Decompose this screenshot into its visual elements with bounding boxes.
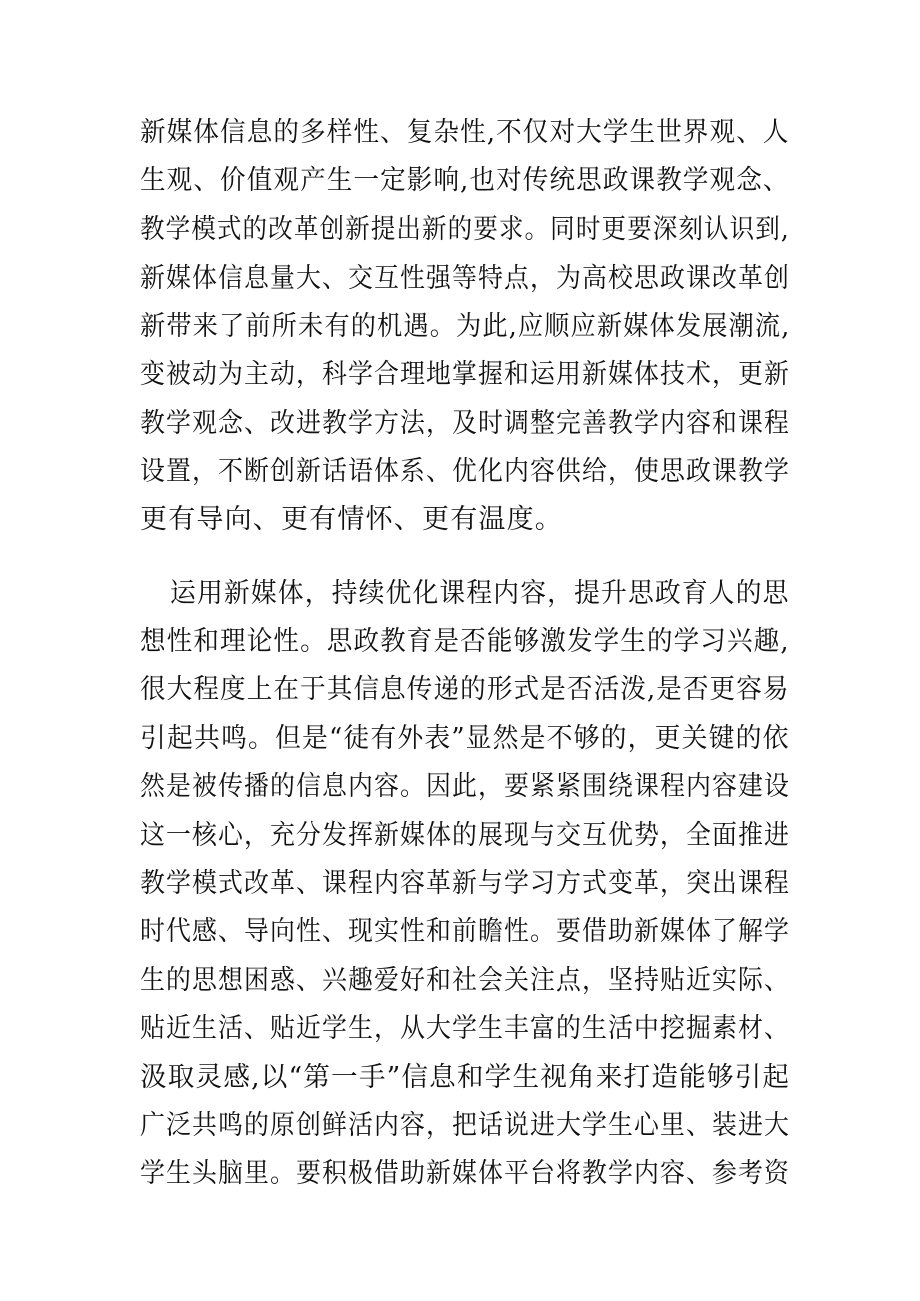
text-line: 贴近生活、贴近学生，从大学生丰富的生活中挖掘素材、 <box>140 1013 790 1044</box>
text-line: 新媒体信息量大、交互性强等特点，为高校思政课改革创 <box>140 263 790 294</box>
text-line: 更有导向、更有情怀、更有温度。 <box>140 504 563 535</box>
text-line: 广泛共鸣的原创鲜活内容，把话说进大学生心里、装进大 <box>140 1110 790 1141</box>
text-line: 新带来了前所未有的机遇。为此,应顺应新媒体发展潮流, <box>140 311 791 342</box>
text-line: 教学模式改革、课程内容革新与学习方式变革，突出课程 <box>140 868 790 899</box>
text-line: 新媒体信息的多样性、复杂性,不仅对大学生世界观、人 <box>140 117 790 148</box>
text-line: 教学观念、改进教学方法，及时调整完善教学内容和课程 <box>140 408 790 439</box>
text-line: 想性和理论性。思政教育是否能够激发学生的学习兴趣, <box>140 626 790 657</box>
text-line: 教学模式的改革创新提出新的要求。同时更要深刻认识到, <box>140 214 790 245</box>
text-line: 设置，不断创新话语体系、优化内容供给，使思政课教学 <box>140 456 790 487</box>
text-line: 引起共鸣。但是“徒有外表”显然是不够的，更关键的依 <box>140 723 790 754</box>
text-line: 学生头脑里。要积极借助新媒体平台将教学内容、参考资 <box>140 1158 790 1189</box>
text-line: 汲取灵感,以“第一手”信息和学生视角来打造能够引起 <box>140 1062 791 1093</box>
text-line: 变被动为主动，科学合理地掌握和运用新媒体技术，更新 <box>140 359 790 390</box>
text-line: 运用新媒体，持续优化课程内容，提升思政育人的思 <box>170 578 790 609</box>
text-line: 生的思想困惑、兴趣爱好和社会关注点，坚持贴近实际、 <box>140 965 790 996</box>
text-line: 时代感、导向性、现实性和前瞻性。要借助新媒体了解学 <box>140 916 790 947</box>
text-line: 很大程度上在于其信息传递的形式是否活泼,是否更容易 <box>140 674 790 705</box>
text-line: 这一核心，充分发挥新媒体的展现与交互优势，全面推进 <box>140 820 790 851</box>
text-line: 生观、价值观产生一定影响,也对传统思政课教学观念、 <box>140 165 790 196</box>
text-line: 然是被传播的信息内容。因此，要紧紧围绕课程内容建设 <box>140 771 790 802</box>
